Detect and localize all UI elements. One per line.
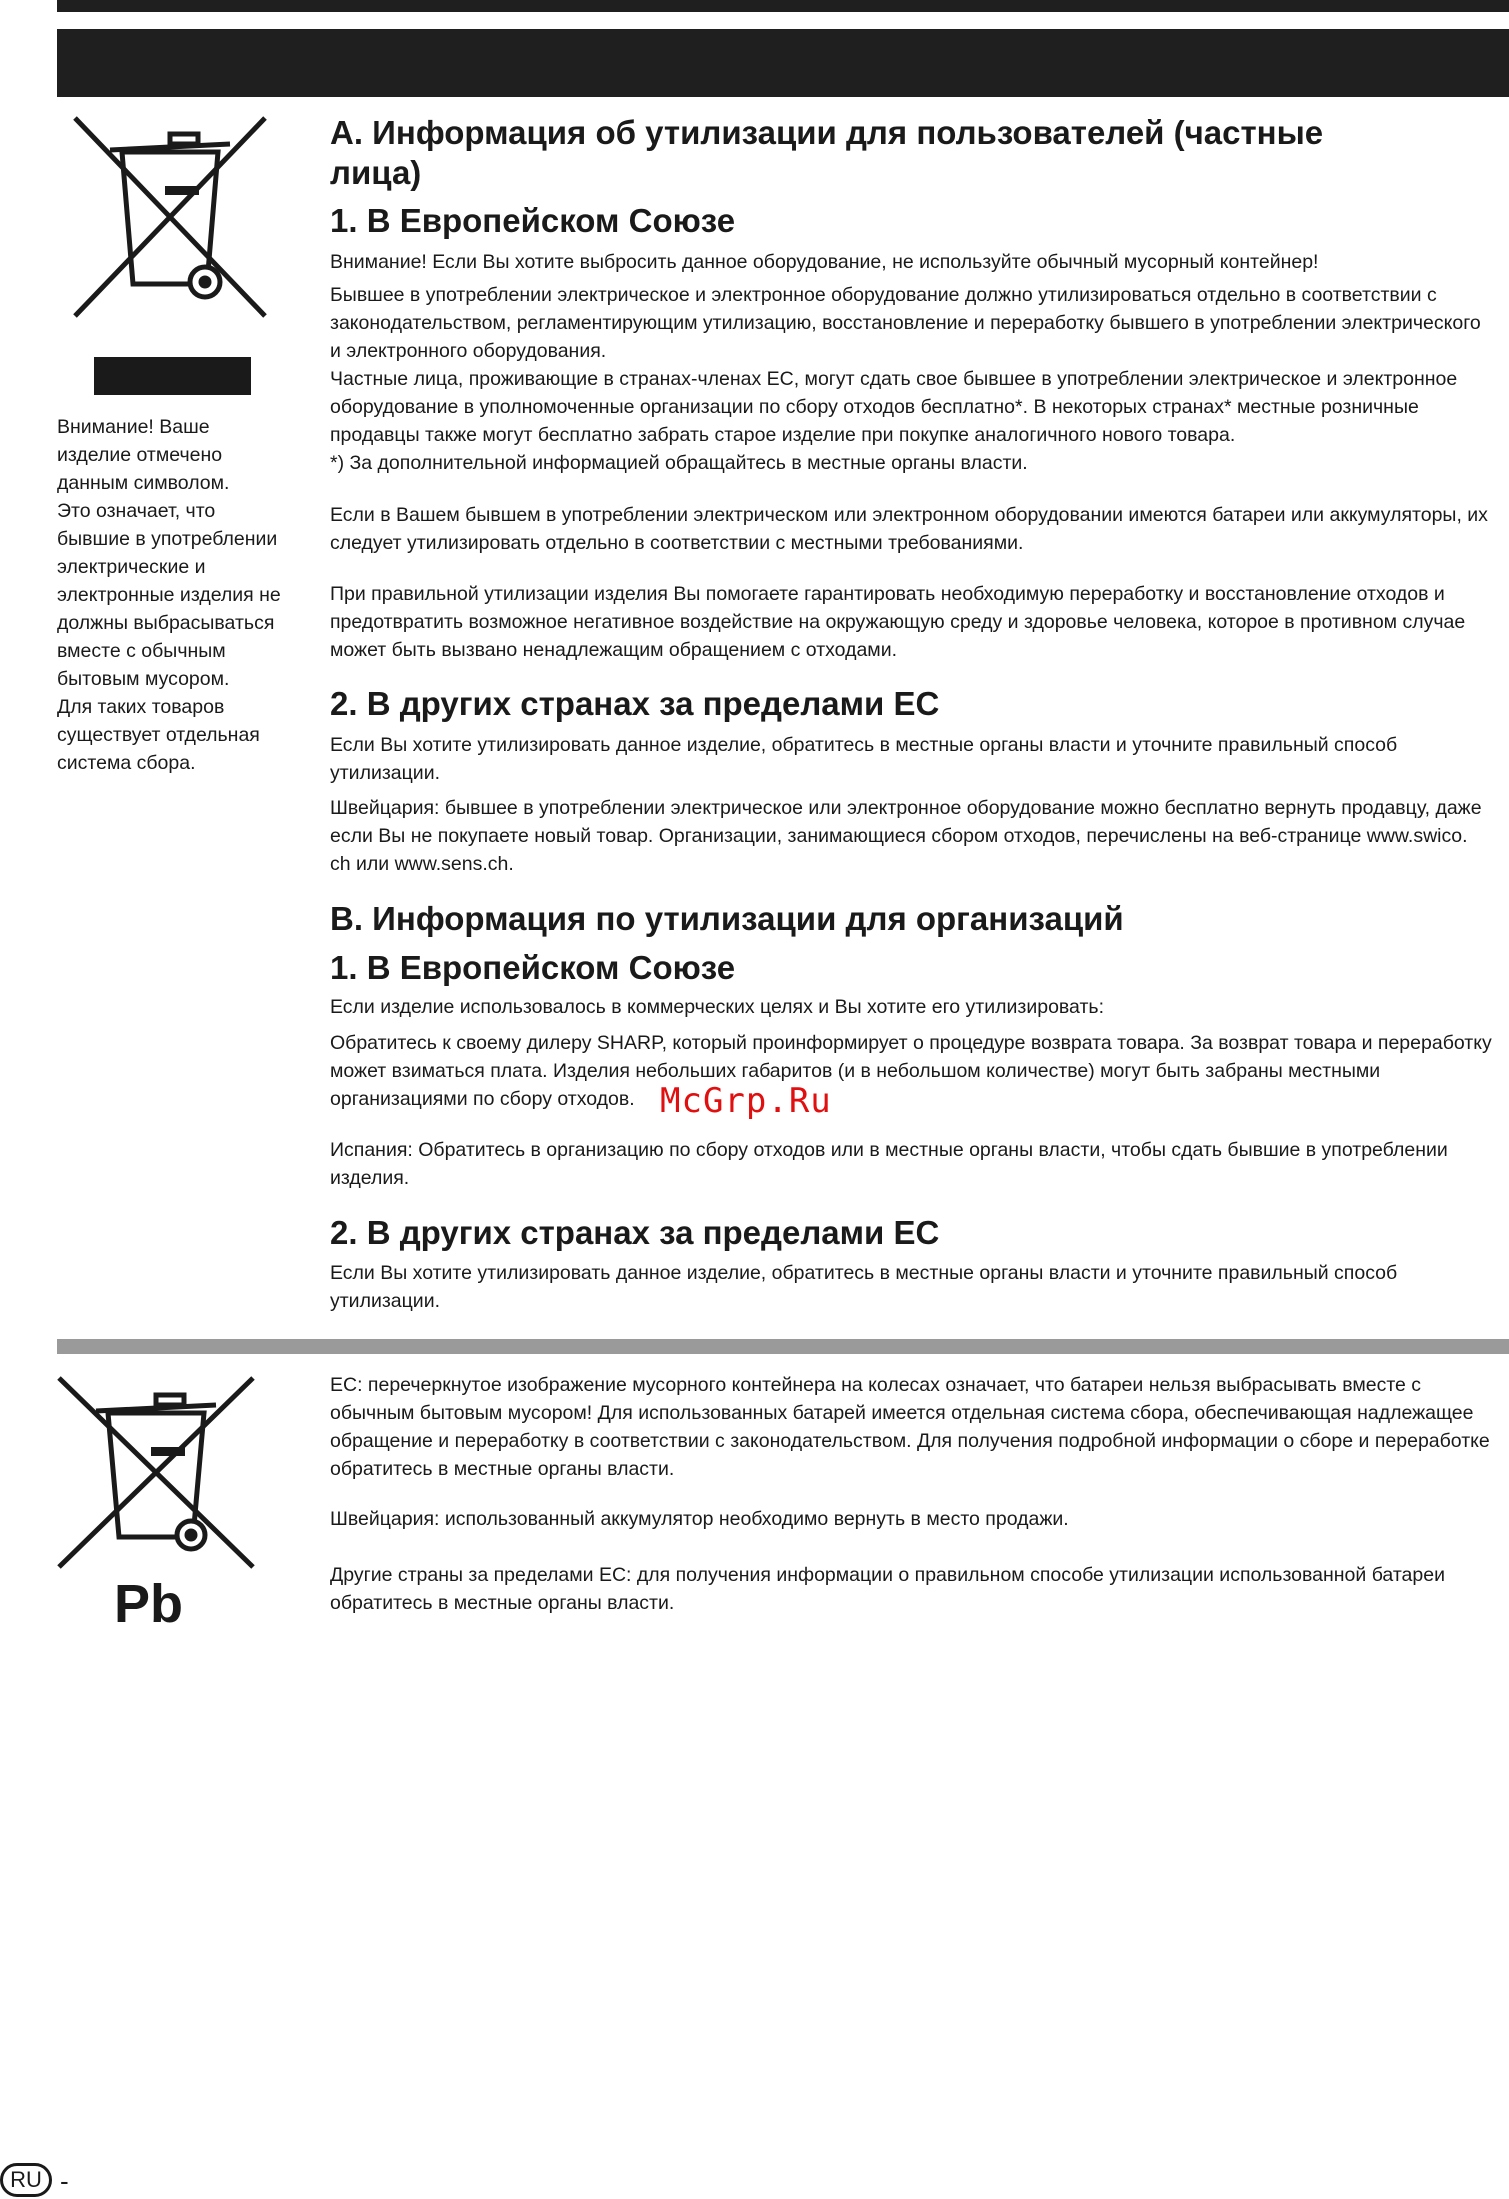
section-divider <box>57 1339 1509 1354</box>
page-number: - <box>60 2166 69 2196</box>
section-b-eu-p2: Обратитесь к своему дилеру SHARP, который проинформирует о процедуре возврата товара. За возврат товара и переработку может взиматься плата. Изделия небольших габаритов (и в небольшом количестве) могут быть забраны местными организациями по сбору отходов. <box>330 1032 1492 1110</box>
section-a-title: A. Информация об утилизации для пользователей (частные лица) <box>330 114 1324 191</box>
section-b-eu-p3: Испания: Обратитесь в организацию по сбору отходов или в местные органы власти, чтобы сдать бывшие в употреблении изделия. <box>330 1139 1448 1189</box>
section-a-other-p1: Если Вы хотите утилизировать данное изделие, обратитесь в местные органы власти и уточните правильный способ утилизации. <box>330 734 1398 784</box>
symbol-label-bar <box>94 357 251 395</box>
battery-p1: ЕС: перечеркнутое изображение мусорного контейнера на колесах означает, что батареи нельзя выбрасывать вместе с обычным бытовым мусором! Для использованных батарей имеется отдельная система сбора, обеспечивающая надлежащее обращение и переработку в соответствии с законодательством. Для получения подробной информации о сборе и переработке обратитесь в местные органы власти. <box>330 1374 1490 1480</box>
header-band <box>57 29 1509 97</box>
section-b-eu-heading: 1. В Европейском Союзе <box>330 949 736 986</box>
section-a-other-heading: 2. В других странах за пределами ЕС <box>330 685 940 722</box>
section-a-eu <box>330 201 1509 241</box>
section-a <box>330 113 1509 193</box>
section-b-other-p1: Если Вы хотите утилизировать данное изделие, обратитесь в местные органы власти и уточните правильный способ утилизации. <box>330 1262 1398 1312</box>
section-a-eu-p3: Если в Вашем бывшем в употреблении электрическом или электронном оборудовании имеются батареи или аккумуляторы, их следует утилизировать отдельно в соответствии с местными требованиями. <box>330 504 1488 554</box>
section-b-other-heading: 2. В других странах за пределами ЕС <box>330 1214 940 1251</box>
sidebar-note: Внимание! Ваше изделие отмечено данным символом. Это означает, что бывшие в употреблении электрические и электронные изделия не должны выбрасываться вместе с обычным бытовым мусором. Для таких товаров существует отдельная система сбора. <box>57 416 281 774</box>
language-badge: RU <box>0 2163 52 2197</box>
section-a-other-p2: Швейцария: бывшее в употреблении электрическое или электронное оборудование можно бесплатно вернуть продавцу, даже если Вы не покупаете новый товар. Организации, занимающиеся сбором отходов, перечислены на веб-странице www.swico. ch или www.sens.ch. <box>330 797 1482 875</box>
section-a-eu-p4: При правильной утилизации изделия Вы помогаете гарантировать необходимую переработку и восстановление отходов и предотвратить возможное негативное воздействие на окружающую среду и здоровье человека, которое в противном случае может быть вызвано ненадлежащим обращением с отходами. <box>330 583 1466 661</box>
top-rule <box>57 0 1509 12</box>
watermark: McGrp.Ru <box>660 1081 832 1121</box>
battery-lead-symbol: Pb <box>114 1574 184 1634</box>
crossed-out-wheelie-bin-icon <box>70 116 270 321</box>
battery-p3: Другие страны за пределами ЕС: для получения информации о правильном способе утилизации использованной батареи обратитесь в местные органы власти. <box>330 1564 1445 1614</box>
section-b-eu-p1: Если изделие использовалось в коммерческих целях и Вы хотите его утилизировать: <box>330 996 1104 1018</box>
section-a-eu-heading: 1. В Европейском Союзе <box>330 202 736 239</box>
section-a-eu-p2: Бывшее в употреблении электрическое и электронное оборудование должно утилизироваться отдельно в соответствии с законодательством, регламентирующим утилизацию, восстановление и переработку бывшего в употреблении электрического и электронного оборудования. Частные лица, проживающие в странах-членах ЕС, могут сдать свое бывшее в употреблении электрическое и электронное оборудование в уполномоченные организации по сбору отходов бесплатно*. В некоторых странах* местные розничные продавцы также могут бесплатно забрать старое изделие при покупке аналогичного нового товара. *) За дополнительной информацией обращайтесь в местные органы власти. <box>330 284 1481 474</box>
section-b-title: B. Информация по утилизации для организаций <box>330 900 1124 937</box>
section-a-eu-p1: Внимание! Если Вы хотите выбросить данное оборудование, не используйте обычный мусорный контейнер! <box>330 251 1319 273</box>
battery-p2: Швейцария: использованный аккумулятор необходимо вернуть в место продажи. <box>330 1508 1069 1530</box>
crossed-out-wheelie-bin-icon <box>56 1375 256 1570</box>
